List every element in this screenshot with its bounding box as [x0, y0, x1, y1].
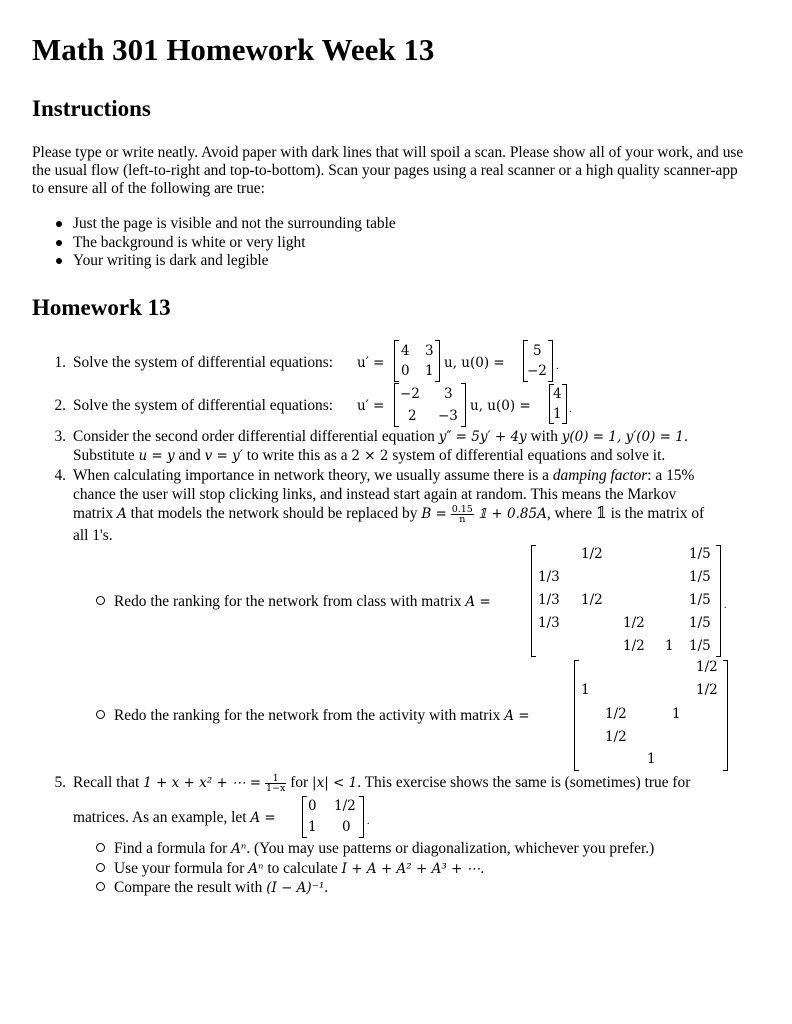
matrix-cell: 4: [401, 343, 410, 359]
instructions-list: [32, 215, 396, 271]
homework-heading: Homework 13: [32, 295, 171, 320]
problem-number: 3.: [54, 428, 66, 445]
matrix-cell: 3: [425, 343, 434, 359]
matrix-cell: 1/2: [605, 729, 627, 745]
sub-bullet: [96, 879, 105, 897]
matrix-cell: 1: [647, 751, 656, 767]
matrix: [394, 383, 466, 427]
sub-bullet: [96, 860, 105, 878]
matrix-cell: 1/2: [696, 659, 718, 675]
matrix-cell: 1/2: [623, 638, 645, 654]
sub-text: Redo the ranking for the network from class with matrix A =: [114, 593, 491, 610]
problem-text-cont: matrices. As an example, let A =: [73, 809, 276, 826]
math-lhs: u′ =: [357, 398, 385, 414]
problem-number: 2.: [54, 397, 66, 414]
period: .: [569, 404, 572, 415]
sub-bullet: [96, 840, 105, 858]
sub-text: Compare the result with (I − A)⁻¹.: [114, 879, 329, 896]
sub-bullet: [96, 707, 105, 725]
problem-text-cont: all 1's.: [73, 527, 113, 544]
problem-text-cont: matrix A that models the network should be replaced by B = $\frac{0.15}{n}$ 𝟙 + 0.85A, where 𝟙 is the matrix of: [73, 504, 705, 525]
sub-text: Redo the ranking for the network from the activity with matrix A =: [114, 707, 530, 724]
list-item: Your writing is dark and legible: [32, 252, 396, 271]
problem-number: 5.: [54, 774, 66, 791]
matrix-cell: 1/3: [538, 569, 560, 585]
matrix-cell: 1: [425, 363, 434, 379]
vector-cell: 5: [533, 343, 542, 359]
matrix-cell: 2: [408, 408, 417, 424]
problem-number: 4.: [54, 467, 66, 484]
period: .: [724, 600, 727, 611]
vector-cell: 1: [553, 406, 562, 422]
matrix-cell: 1: [581, 682, 590, 698]
matrix: [394, 340, 440, 382]
list-item: The background is white or very light: [32, 234, 396, 253]
sub-text: Find a formula for Aⁿ. (You may use patterns or diagonalization, whichever you prefer.): [114, 840, 655, 857]
math-lhs: u′ =: [357, 355, 385, 371]
math-mid: u, u(0) =: [444, 355, 505, 371]
sub-text: Use your formula for Aⁿ to calculate I + A + A² + A³ + ⋯.: [114, 860, 485, 877]
matrix-cell: −3: [438, 408, 458, 424]
problem-text: When calculating importance in network theory, we usually assume there is a damping factor: a 15%: [73, 467, 695, 484]
instructions-heading: Instructions: [32, 96, 151, 121]
math-mid: u, u(0) =: [470, 398, 531, 414]
matrix-cell: 1/2: [581, 546, 603, 562]
vector: [523, 340, 553, 382]
matrix-cell: 1/2: [581, 592, 603, 608]
matrix-cell: 1/2: [696, 682, 718, 698]
vector: [549, 384, 567, 424]
matrix-cell: −2: [400, 386, 420, 402]
matrix-cell: 0: [401, 363, 410, 379]
matrix-cell: 1/2: [623, 615, 645, 631]
problem-text: Solve the system of differential equations:: [73, 397, 334, 414]
matrix: [302, 796, 364, 838]
period: .: [556, 361, 559, 372]
matrix-cell: 1: [308, 819, 317, 835]
list-item: Just the page is visible and not the surrounding table: [32, 215, 396, 234]
problem-text: Recall that 1 + x + x² + ⋯ = $\frac{1}{1-x}$ for |x| < 1. This exercise shows the same is (sometimes) true for: [73, 773, 691, 794]
matrix-cell: 1/3: [538, 592, 560, 608]
matrix-cell: 1/5: [689, 638, 711, 654]
matrix-cell: 1: [672, 706, 681, 722]
vector-cell: −2: [527, 363, 547, 379]
matrix-cell: 0: [342, 819, 351, 835]
matrix-cell: 3: [444, 386, 453, 402]
matrix: [531, 545, 721, 657]
matrix-cell: 1/5: [689, 615, 711, 631]
problem-text-cont: chance the user will stop clicking links, and instead start again at random. This means the Markov: [73, 486, 677, 503]
period: .: [367, 816, 370, 827]
problem-text: Consider the second order differential differential equation y″ = 5y′ + 4y with y(0) = 1, y′(0) = 1.: [73, 428, 689, 445]
matrix-cell: 1/5: [689, 592, 711, 608]
matrix-cell: 1: [665, 638, 674, 654]
vector-cell: 4: [553, 386, 562, 402]
instructions-paragraph: Please type or write neatly. Avoid paper with dark lines that will spoil a scan. Please show all of your work, and use the usual flow (left-to-right and top-to-bottom). Scan your pages using a real scanner or a high quality scanner-app to ensure all of the following are true:: [32, 144, 744, 197]
problem-text-cont: Substitute u = y and v = y′ to write this as a 2 × 2 system of differential equations and solve it.: [73, 447, 666, 464]
page-title: Math 301 Homework Week 13: [32, 32, 435, 67]
matrix-cell: 1/5: [689, 546, 711, 562]
matrix: [574, 660, 728, 771]
matrix-cell: 1/5: [689, 569, 711, 585]
sub-bullet: [96, 593, 105, 611]
matrix-cell: 1/2: [334, 798, 356, 814]
matrix-cell: 0: [308, 798, 317, 814]
matrix-cell: 1/3: [538, 615, 560, 631]
problem-text: Solve the system of differential equations:: [73, 354, 334, 371]
matrix-cell: 1/2: [605, 706, 627, 722]
problem-number: 1.: [54, 354, 66, 371]
